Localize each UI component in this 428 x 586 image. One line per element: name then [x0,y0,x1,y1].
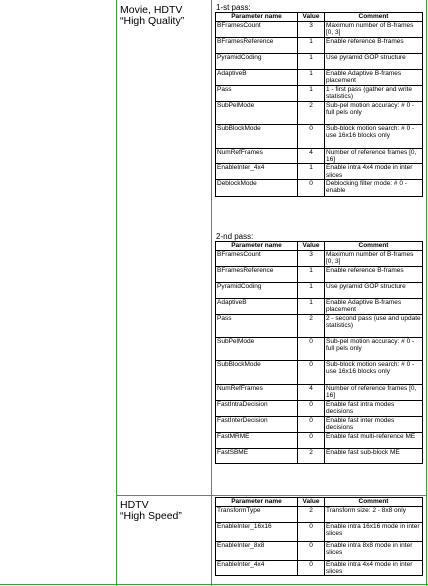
param-name-cell: SubPelMode [216,102,298,125]
param-name-cell: EnableInter_4x4 [216,561,298,576]
param-name-cell: SubPelMode [216,338,298,361]
param-name-cell: FastInterDecision [216,417,298,433]
param-value-cell: 0 [298,542,325,561]
param-value-cell: 2 [298,449,325,464]
param-name-cell: BFramesCount [216,22,298,38]
column-divider-right [426,0,427,586]
param-comment-cell: Enable fast multi-reference ME [325,433,423,449]
param-comment-cell: Enable fast inter modes decisions [325,417,423,433]
param-name-cell: NumRefFrames [216,149,298,164]
params-table-high-speed [215,497,423,576]
table-row [216,70,423,86]
header-value: Value [298,242,325,251]
param-comment-cell: Deblocking filter mode: # 0 - enable [325,179,423,196]
param-comment-cell: Number of reference frames [0, 16] [325,149,423,164]
table-row [216,22,423,38]
param-comment-cell: Use pyramid GOP structure [325,283,423,299]
param-comment-cell: Enable reference B-frames [325,38,423,54]
param-comment-cell: Enable fast intra modes decisions [325,401,423,417]
param-comment-cell: 1 - first pass (gather and write statistics) [325,86,423,102]
table-row [216,433,423,449]
table-row [216,179,423,196]
table-row [216,523,423,542]
header-comment: Comment [325,13,423,22]
table-row [216,385,423,401]
table-row [216,164,423,179]
param-name-cell: AdaptiveB [216,299,298,315]
table-row [216,86,423,102]
table-row [216,338,423,361]
param-comment-cell: Enable intra 16x16 mode in inter slices [325,523,423,542]
param-value-cell: 1 [298,283,325,299]
table-row [216,102,423,125]
param-value-cell: 1 [298,38,325,54]
param-comment-cell: Number of reference frames [0, 16] [325,385,423,401]
preset-title-line: HDTV [120,499,149,511]
table-header-row [216,498,423,507]
table-row [216,125,423,149]
preset-title-high-speed [120,500,208,522]
param-value-cell: 0 [298,338,325,361]
preset-title-line: “High Quality” [120,15,185,27]
table-row [216,149,423,164]
param-value-cell: 2 [298,102,325,125]
param-value-cell: 0 [298,433,325,449]
table-row [216,361,423,385]
param-comment-cell: Transform size: 2 - 8x8 only [325,507,423,523]
table-row [216,299,423,315]
param-name-cell: AdaptiveB [216,70,298,86]
column-divider-left [116,0,117,586]
param-comment-cell: Enable reference B-frames [325,267,423,283]
table-header-row [216,13,423,22]
header-value: Value [298,498,325,507]
param-comment-cell: Sub-block motion search: # 0 - use 16x16 blocks only [325,125,423,149]
param-name-cell: EnableInter_4x4 [216,164,298,179]
param-value-cell: 0 [298,561,325,576]
param-value-cell: 4 [298,149,325,164]
param-comment-cell: Enable fast sub-block ME [325,449,423,464]
param-name-cell: EnableInter_8x8 [216,542,298,561]
row-divider [116,495,427,496]
param-comment-cell: Enable Adaptive B-frames placement [325,70,423,86]
param-name-cell: FastSBME [216,449,298,464]
param-name-cell: Pass [216,315,298,338]
param-comment-cell: Sub-pel motion accuracy: # 0 - full pels only [325,102,423,125]
bottom-rule [0,584,428,585]
param-comment-cell: Sub-block motion search: # 0 - use 16x16 blocks only [325,361,423,385]
table-row [216,267,423,283]
param-value-cell: 0 [298,125,325,149]
param-value-cell: 0 [298,401,325,417]
param-value-cell: 4 [298,385,325,401]
param-name-cell: PyramidCoding [216,54,298,70]
params-table-second-pass [215,241,423,464]
param-comment-cell: Enable intra 4x4 mode in inter slices [325,164,423,179]
param-value-cell: 1 [298,54,325,70]
pass-label-first: 1-st pass: [216,3,251,12]
table-row [216,542,423,561]
table-row [216,507,423,523]
header-value: Value [298,13,325,22]
param-value-cell: 0 [298,523,325,542]
param-value-cell: 0 [298,417,325,433]
param-comment-cell: Maximum number of B-frames [0, 3] [325,22,423,38]
param-comment-cell: Maximum number of B-frames [0, 3] [325,251,423,267]
param-name-cell: SubBlockMode [216,125,298,149]
param-name-cell: BFramesReference [216,38,298,54]
header-comment: Comment [325,242,423,251]
param-value-cell: 1 [298,267,325,283]
table-row [216,38,423,54]
table-row [216,251,423,267]
preset-title-line: “High Speed” [120,510,182,522]
table-row [216,561,423,576]
table-row [216,449,423,464]
preset-title-high-quality [120,5,208,27]
param-name-cell: DeblockMode [216,179,298,196]
param-value-cell: 3 [298,22,325,38]
table-row [216,283,423,299]
param-comment-cell: Enable intra 8x8 mode in inter slices [325,542,423,561]
param-name-cell: TransformType [216,507,298,523]
preset-title-line: Movie, HDTV [120,4,183,16]
param-name-cell: PyramidCoding [216,283,298,299]
param-value-cell: 1 [298,86,325,102]
params-table-first-pass [215,12,423,197]
param-comment-cell: Enable intra 4x4 mode in inter slices [325,561,423,576]
header-parameter-name: Parameter name [216,498,298,507]
param-name-cell: Pass [216,86,298,102]
param-value-cell: 0 [298,179,325,196]
param-name-cell: BFramesCount [216,251,298,267]
param-name-cell: FastMRME [216,433,298,449]
param-comment-cell: Enable Adaptive B-frames placement [325,299,423,315]
table-row [216,417,423,433]
param-name-cell: SubBlockMode [216,361,298,385]
header-parameter-name: Parameter name [216,242,298,251]
param-value-cell: 1 [298,164,325,179]
table-row [216,315,423,338]
table-header-row [216,242,423,251]
param-comment-cell: Use pyramid GOP structure [325,54,423,70]
pass-label-second: 2-nd pass: [216,232,254,241]
table-row [216,401,423,417]
param-value-cell: 2 [298,315,325,338]
header-comment: Comment [325,498,423,507]
param-name-cell: EnableInter_16x16 [216,523,298,542]
param-value-cell: 2 [298,507,325,523]
param-comment-cell: 2 - second pass (use and update statistics) [325,315,423,338]
param-name-cell: BFramesReference [216,267,298,283]
param-comment-cell: Sub-pel motion accuracy: # 0 - full pels only [325,338,423,361]
param-value-cell: 1 [298,70,325,86]
param-value-cell: 0 [298,361,325,385]
param-name-cell: FastIntraDecision [216,401,298,417]
param-name-cell: NumRefFrames [216,385,298,401]
param-value-cell: 3 [298,251,325,267]
table-row [216,54,423,70]
header-parameter-name: Parameter name [216,13,298,22]
param-value-cell: 1 [298,299,325,315]
column-divider-middle [211,0,212,586]
